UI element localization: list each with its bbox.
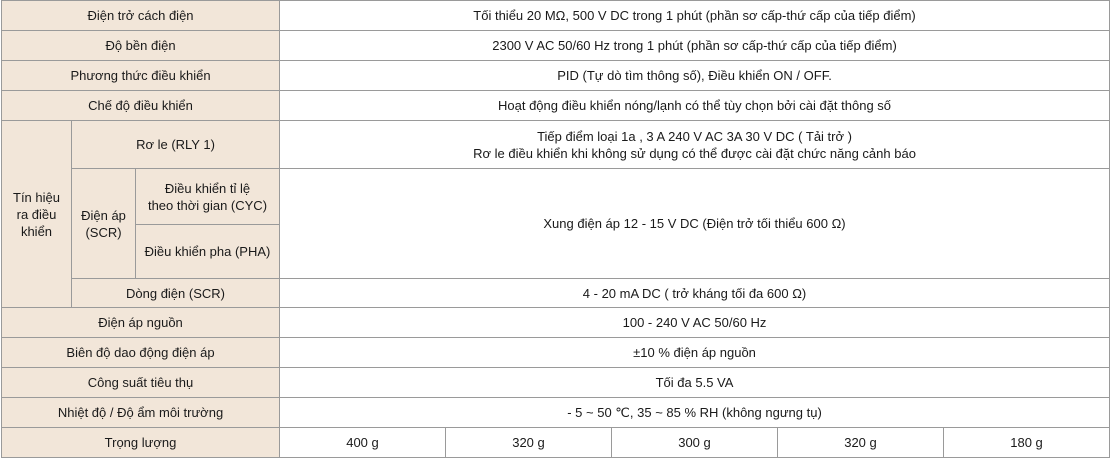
row-value: Tối thiểu 20 MΩ, 500 V DC trong 1 phút (phần sơ cấp-thứ cấp của tiếp điểm) [280, 1, 1110, 31]
weight-value: 320 g [778, 428, 944, 458]
cycle-control-label: Điều khiển tỉ lệ theo thời gian (CYC) [136, 169, 280, 225]
relay-value: Tiếp điểm loại 1a , 3 A 240 V AC 3A 30 V DC ( Tải trở ) Rơ le điều khiển khi không sử dụng có thể được cài đặt chức năng cảnh báo [280, 121, 1110, 169]
table-row-dielectric [2, 31, 1110, 61]
row-value: Tối đa 5.5 VA [280, 368, 1110, 398]
ssr-label: Điện áp (SCR) [72, 169, 136, 279]
specification-table [1, 0, 1110, 458]
row-label: Điện trở cách điện [2, 1, 280, 31]
row-label: Công suất tiêu thụ [2, 368, 280, 398]
table-row-current [2, 279, 1110, 308]
row-label: Nhiệt độ / Độ ẩm môi trường [2, 398, 280, 428]
row-value: 100 - 240 V AC 50/60 Hz [280, 308, 1110, 338]
row-value: PID (Tự dò tìm thông số), Điều khiển ON / OFF. [280, 61, 1110, 91]
row-value: 2300 V AC 50/60 Hz trong 1 phút (phần sơ cấp-thứ cấp của tiếp điểm) [280, 31, 1110, 61]
control-output-label: Tín hiệu ra điều khiển [2, 121, 72, 308]
table-row-control-method [2, 61, 1110, 91]
row-value: - 5 ~ 50 ℃, 35 ~ 85 % RH (không ngưng tụ) [280, 398, 1110, 428]
table-row-ambient [2, 398, 1110, 428]
row-label: Điện áp nguồn [2, 308, 280, 338]
weight-value: 300 g [612, 428, 778, 458]
weight-value: 320 g [446, 428, 612, 458]
table-row-ssr-cycle [2, 169, 1110, 225]
table-row-weight [2, 428, 1110, 458]
phase-control-label: Điều khiển pha (PHA) [136, 225, 280, 279]
weight-value: 400 g [280, 428, 446, 458]
row-label: Trọng lượng [2, 428, 280, 458]
row-label: Biên độ dao động điện áp [2, 338, 280, 368]
table-row-control-mode [2, 91, 1110, 121]
row-value: Hoạt động điều khiển nóng/lạnh có thể tùy chọn bởi cài đặt thông số [280, 91, 1110, 121]
table-row-insulation [2, 1, 1110, 31]
row-label: Phương thức điều khiển [2, 61, 280, 91]
table-row-relay [2, 121, 1110, 169]
row-value: ±10 % điện áp nguồn [280, 338, 1110, 368]
ssr-value: Xung điện áp 12 - 15 V DC (Điện trở tối thiểu 600 Ω) [280, 169, 1110, 279]
row-label: Chế độ điều khiển [2, 91, 280, 121]
table-row-power-consumption [2, 368, 1110, 398]
current-label: Dòng điện (SCR) [72, 279, 280, 308]
current-value: 4 - 20 mA DC ( trở kháng tối đa 600 Ω) [280, 279, 1110, 308]
table-row-power-supply [2, 308, 1110, 338]
weight-value: 180 g [944, 428, 1110, 458]
relay-label: Rơ le (RLY 1) [72, 121, 280, 169]
table-row-voltage-fluctuation [2, 338, 1110, 368]
row-label: Độ bền điện [2, 31, 280, 61]
